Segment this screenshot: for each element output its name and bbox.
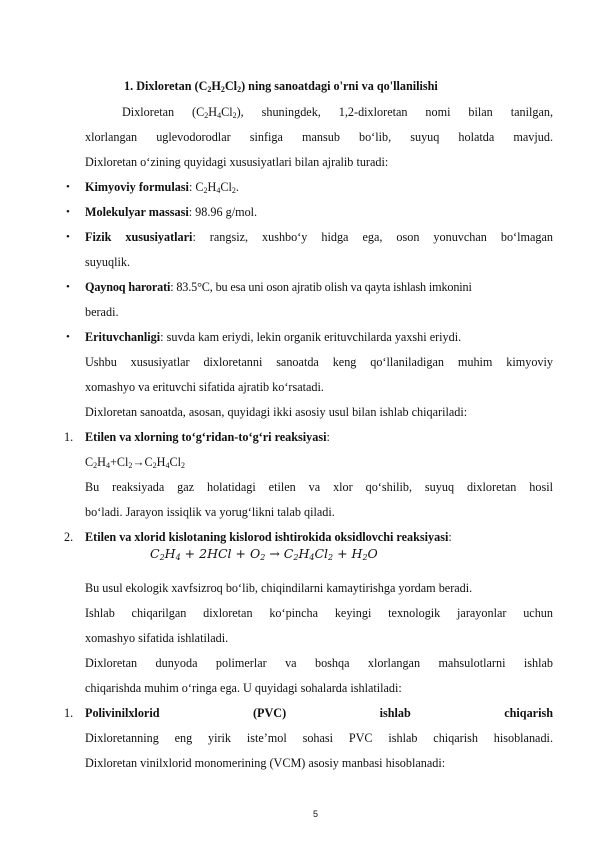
method-1-heading: Etilen va xlorning to‘g‘ridan-to‘g‘ri reaksiyasi: bbox=[85, 430, 330, 444]
application-1-heading: Polivinilxlorid (PVC) ishlab chiqarish bbox=[85, 706, 553, 720]
bullet-icon: • bbox=[66, 231, 70, 243]
bullet-icon: • bbox=[66, 331, 70, 343]
property-boiling-cont: beradi. bbox=[85, 305, 119, 319]
property-formula: Kimyoviy formulasi: $C_2H_4Cl_2$. bbox=[85, 180, 239, 195]
application-desc-1: Dixloretanning eng yirik iste’mol sohasi PVC ishlab chiqarish hisoblanadi. bbox=[85, 731, 553, 745]
page-number: 5 bbox=[313, 809, 319, 819]
reaction-2-desc-3: xomashyo sifatida ishlatiladi. bbox=[85, 631, 229, 645]
property-physical: Fizik xususiyatlari: rangsiz, xushbo‘y hidga ega, oson yonuvchan bo‘lmagan bbox=[85, 230, 553, 244]
bullet-icon: • bbox=[66, 181, 70, 193]
application-desc-2: Dixloretan vinilxlorid monomerining (VCM) asosiy manbasi hisoblanadi: bbox=[85, 756, 446, 770]
intro-line-1: Dixloretan $(C_2H_4Cl_2)$, shuningdek, 1,2-dixloretan nomi bilan tanilgan, bbox=[122, 105, 554, 120]
method-2-heading: Etilen va xlorid kislotaning kislorod ishtirokida oksidlovchi reaksiyasi: bbox=[85, 530, 452, 544]
reaction-2-desc-1: Bu usul ekologik xavfsizroq bo‘lib, chiqindilarni kamaytirishga yordam beradi. bbox=[85, 581, 473, 595]
bullet-icon: • bbox=[66, 281, 70, 293]
intro-line-2: xlorlangan uglevodorodlar sinfiga mansub bo‘lib, suyuq holatda mavjud. bbox=[85, 130, 553, 144]
application-1-number: 1. bbox=[64, 706, 74, 720]
property-solubility: Erituvchanligi: suvda kam eriydi, lekin organik erituvchilarda yaxshi eriydi. bbox=[85, 330, 462, 344]
property-mass: Molekulyar massasi: 98.96 g/mol. bbox=[85, 205, 258, 219]
property-boiling: Qaynoq harorati: 83.5°C, bu esa uni oson ajratib olish va qayta ishlash imkonini bbox=[85, 280, 472, 294]
reaction-1-desc-1: Bu reaksiyada gaz holatidagi etilen va xlor qo‘shilib, suyuq dixloretan hosil bbox=[85, 480, 553, 494]
section-title: 1. Dixloretan $(C_2H_2Cl_2)$ ning sanoatdagi o'rni va qo'llanilishi bbox=[124, 79, 438, 94]
summary-line-2: xomashyo va erituvchi sifatida ajratib ko‘rsatadi. bbox=[85, 380, 324, 394]
intro-line-3: Dixloretan o‘zining quyidagi xususiyatlari bilan ajralib turadi: bbox=[85, 155, 389, 169]
reaction-2-desc-4: Dixloretan dunyoda polimerlar va boshqa xlorlangan mahsulotlarni ishlab bbox=[85, 656, 553, 670]
reaction-2-equation: $C_2H_4 + 2HCl + O_2 \to C_2H_4Cl_2 + H_2O$ bbox=[150, 546, 378, 562]
reaction-1-desc-2: bo‘ladi. Jarayon issiqlik va yorug‘likni talab qiladi. bbox=[85, 505, 335, 519]
property-physical-cont: suyuqlik. bbox=[85, 255, 131, 269]
summary-line-1: Ushbu xususiyatlar dixloretanni sanoatda keng qo‘llaniladigan muhim kimyoviy bbox=[85, 355, 553, 369]
reaction-2-desc-5: chiqarishda muhim o‘ringa ega. U quyidagi sohalarda ishlatiladi: bbox=[85, 681, 402, 695]
summary-line-3: Dixloretan sanoatda, asosan, quyidagi ikki asosiy usul bilan ishlab chiqariladi: bbox=[85, 405, 468, 419]
method-2-number: 2. bbox=[64, 530, 74, 544]
reaction-1-equation: $C_2H_4+Cl_2\to C_2H_4Cl_2$ bbox=[85, 455, 185, 470]
reaction-2-desc-2: Ishlab chiqarilgan dixloretan ko‘pincha keyingi texnologik jarayonlar uchun bbox=[85, 606, 553, 620]
bullet-icon: • bbox=[66, 206, 70, 218]
method-1-number: 1. bbox=[64, 430, 74, 444]
